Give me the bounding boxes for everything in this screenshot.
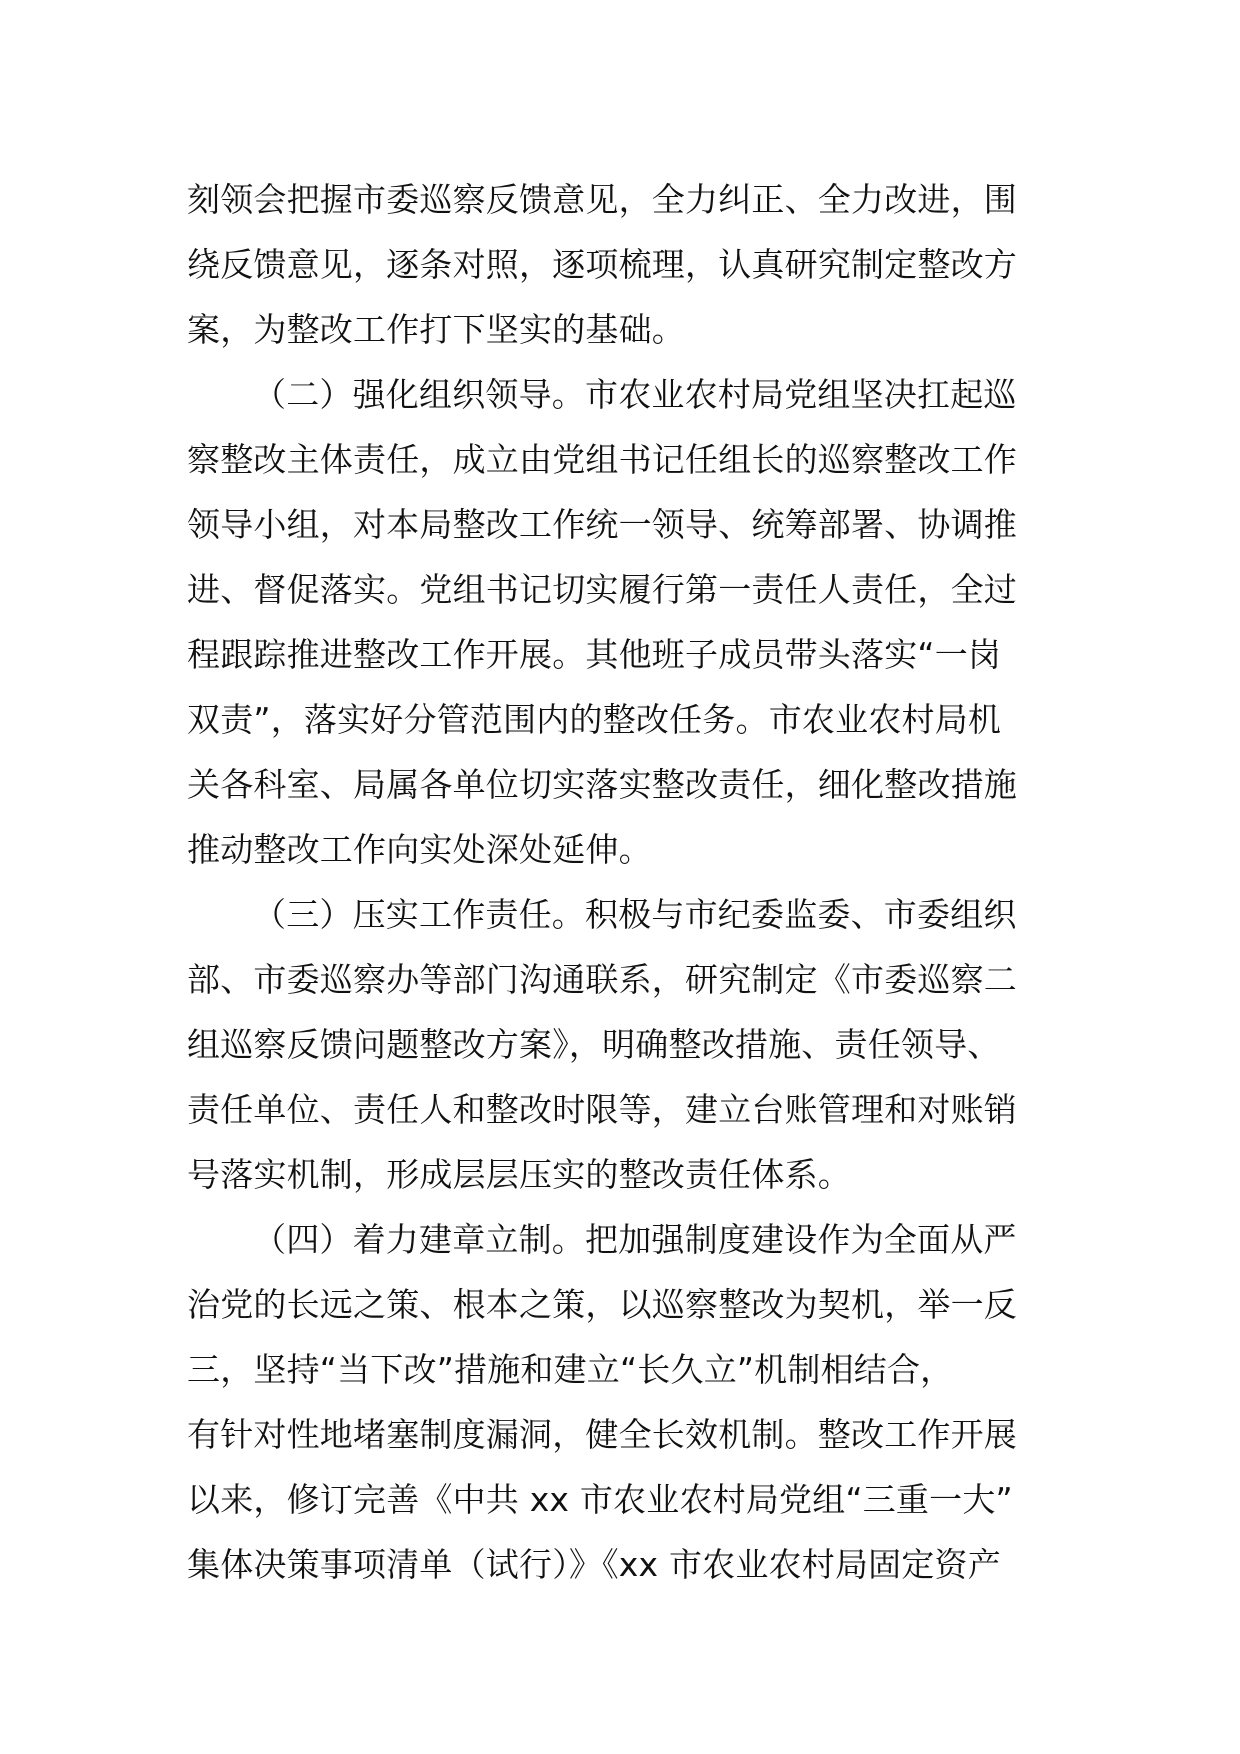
text-line: （二）强化组织领导。市农业农村局党组坚决扛起巡	[253, 375, 1017, 414]
text-line: 组巡察反馈问题整改方案》，明确整改措施、责任领导、	[187, 1025, 1001, 1064]
text-line: 领导小组，对本局整改工作统一领导、统筹部署、协调推	[187, 505, 1017, 544]
text-line: （四）着力建章立制。把加强制度建设作为全面从严	[253, 1220, 1017, 1259]
text-line: 程跟踪推进整改工作开展。其他班子成员带头落实“一岗	[187, 635, 1002, 674]
text-line: 治党的长远之策、根本之策，以巡察整改为契机，举一反	[187, 1285, 1017, 1324]
text-line: 有针对性地堵塞制度漏洞，健全长效机制。整改工作开展	[187, 1415, 1017, 1454]
text-line: 推动整改工作向实处深处延伸。	[187, 830, 652, 869]
text-line: 三，坚持“当下改”措施和建立“长久立”机制相结合，	[187, 1350, 954, 1389]
text-line: （三）压实工作责任。积极与市纪委监委、市委组织	[253, 895, 1017, 934]
text-line: 责任单位、责任人和整改时限等，建立台账管理和对账销	[187, 1090, 1017, 1129]
text-line: 号落实机制，形成层层压实的整改责任体系。	[187, 1155, 851, 1194]
text-line: 双责”，落实好分管范围内的整改任务。市农业农村局机	[187, 700, 1002, 739]
text-line: 集体决策事项清单（试行）》《xx 市农业农村局固定资产	[187, 1545, 1001, 1584]
text-line: 部、市委巡察办等部门沟通联系，研究制定《市委巡察二	[187, 960, 1017, 999]
paragraph-institution-building	[187, 1207, 1057, 1597]
paragraph-organization-leadership	[187, 362, 1057, 882]
text-line: 以来，修订完善《中共 xx 市农业农村局党组“三重一大”	[187, 1480, 1013, 1519]
text-line: 刻领会把握市委巡察反馈意见，全力纠正、全力改进，围	[187, 180, 1017, 219]
text-line: 关各科室、局属各单位切实落实整改责任，细化整改措施	[187, 765, 1017, 804]
paragraph-continuation	[187, 167, 1057, 362]
text-line: 绕反馈意见，逐条对照，逐项梳理，认真研究制定整改方	[187, 245, 1017, 284]
text-line: 察整改主体责任，成立由党组书记任组长的巡察整改工作	[187, 440, 1017, 479]
body-text	[187, 167, 1057, 1597]
paragraph-work-responsibility	[187, 882, 1057, 1207]
text-line: 进、督促落实。党组书记切实履行第一责任人责任，全过	[187, 570, 1017, 609]
text-line: 案，为整改工作打下坚实的基础。	[187, 310, 685, 349]
